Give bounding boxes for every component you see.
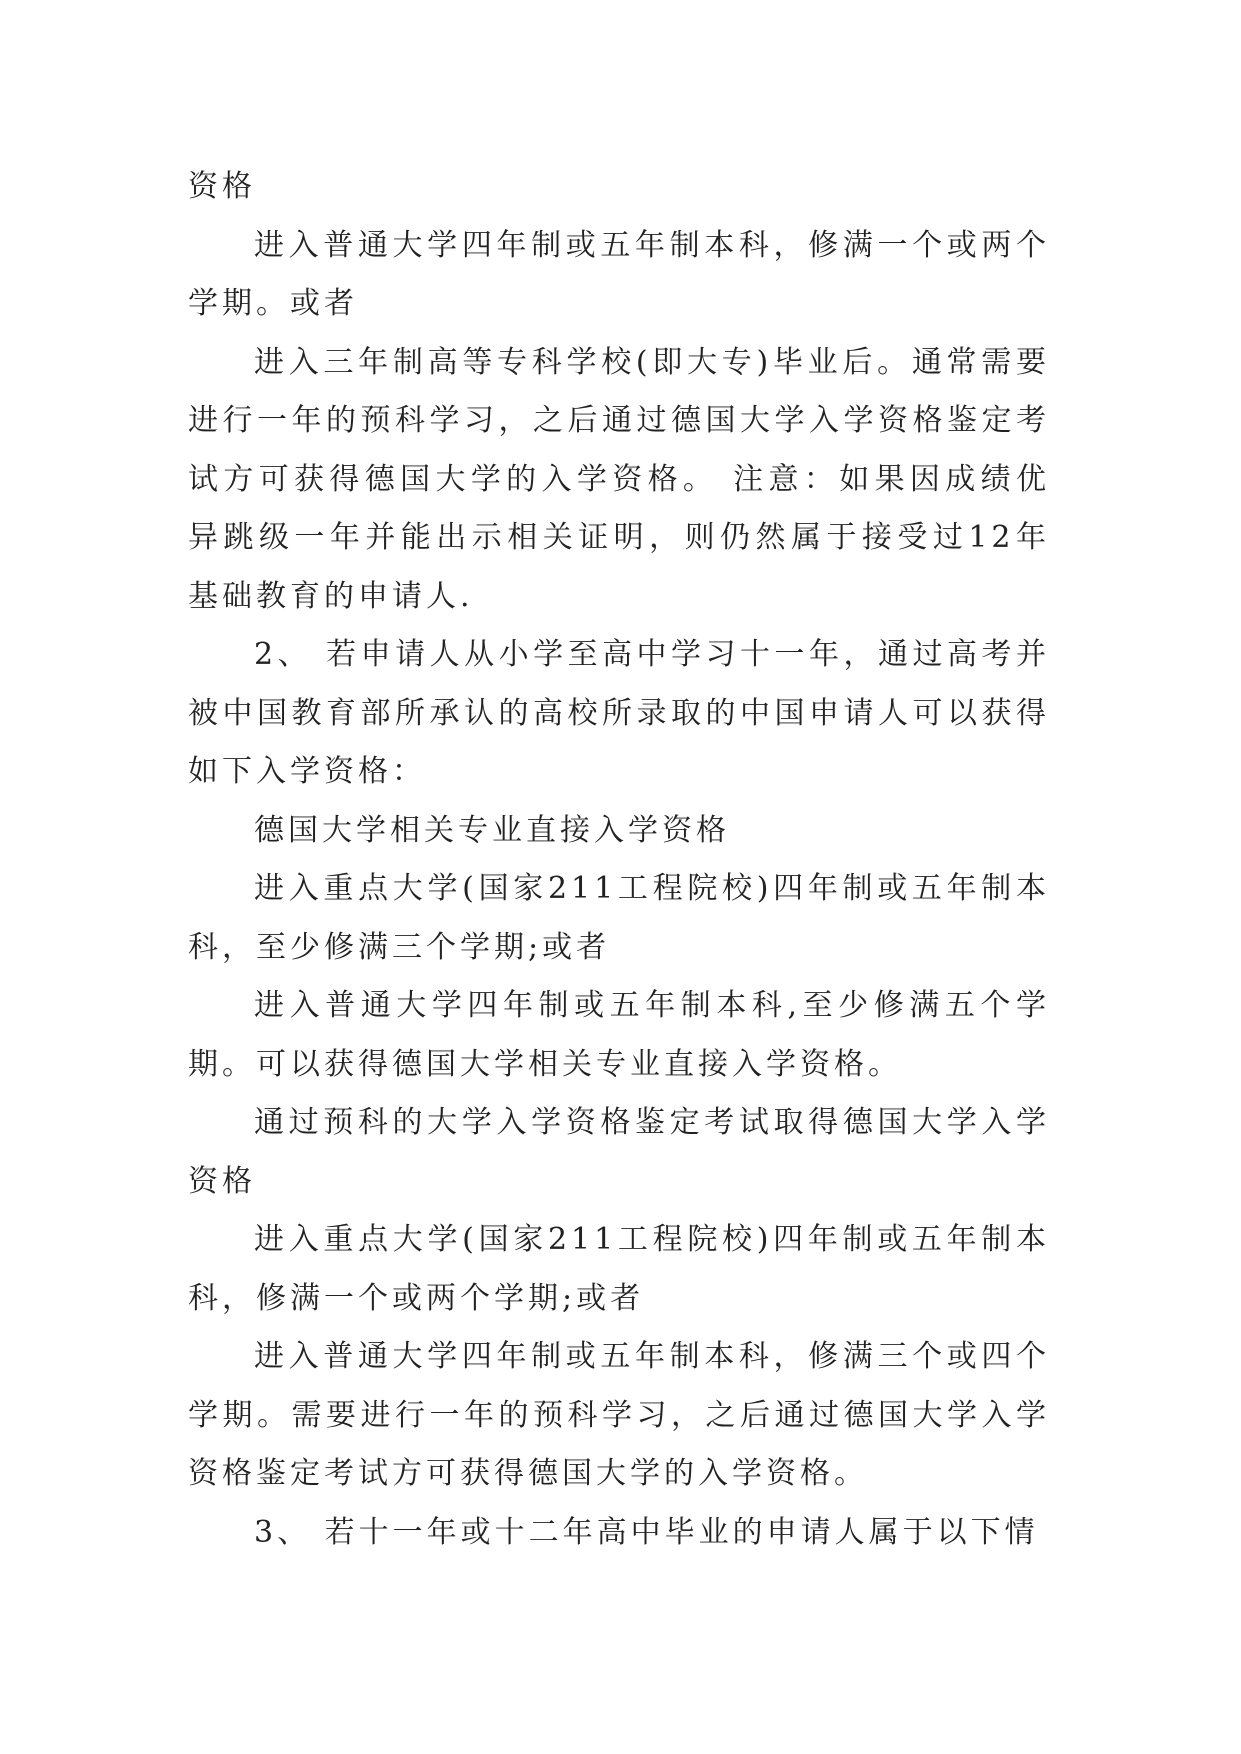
paragraph: 进入普通大学四年制或五年制本科,至少修满五个学期。可以获得德国大学相关专业直接入学资格。 bbox=[188, 988, 1050, 1082]
paragraph: 德国大学相关专业直接入学资格 bbox=[254, 812, 730, 848]
paragraph: 资格 bbox=[188, 169, 256, 204]
paragraph: 进入重点大学(国家211工程院校)四年制或五年制本科，修满一个或两个学期;或者 bbox=[188, 1222, 1050, 1316]
paragraph: 进入三年制高等专科学校(即大专)毕业后。通常需要进行一年的预科学习，之后通过德国大学入学资格鉴定考试方可获得德国大学的入学资格。 注意：如果因成绩优异跳级一年并能出示相关证明，则仍然属于接受过12年基础教育的申请人. bbox=[188, 344, 1050, 614]
paragraph: 进入重点大学(国家211工程院校)四年制或五年制本科，至少修满三个学期;或者 bbox=[188, 871, 1050, 965]
paragraph: 3、 若十一年或十二年高中毕业的申请人属于以下情 bbox=[254, 1514, 1039, 1550]
document-body bbox=[188, 158, 1050, 1562]
paragraph: 进入普通大学四年制或五年制本科，修满一个或两个学期。或者 bbox=[188, 227, 1050, 321]
paragraph: 2、 若申请人从小学至高中学习十一年，通过高考并被中国教育部所承认的高校所录取的中国申请人可以获得如下入学资格： bbox=[188, 637, 1050, 789]
paragraph: 通过预科的大学入学资格鉴定考试取得德国大学入学资格 bbox=[188, 1105, 1050, 1199]
paragraph: 进入普通大学四年制或五年制本科，修满三个或四个学期。需要进行一年的预科学习，之后通过德国大学入学资格鉴定考试方可获得德国大学的入学资格。 bbox=[188, 1339, 1050, 1491]
